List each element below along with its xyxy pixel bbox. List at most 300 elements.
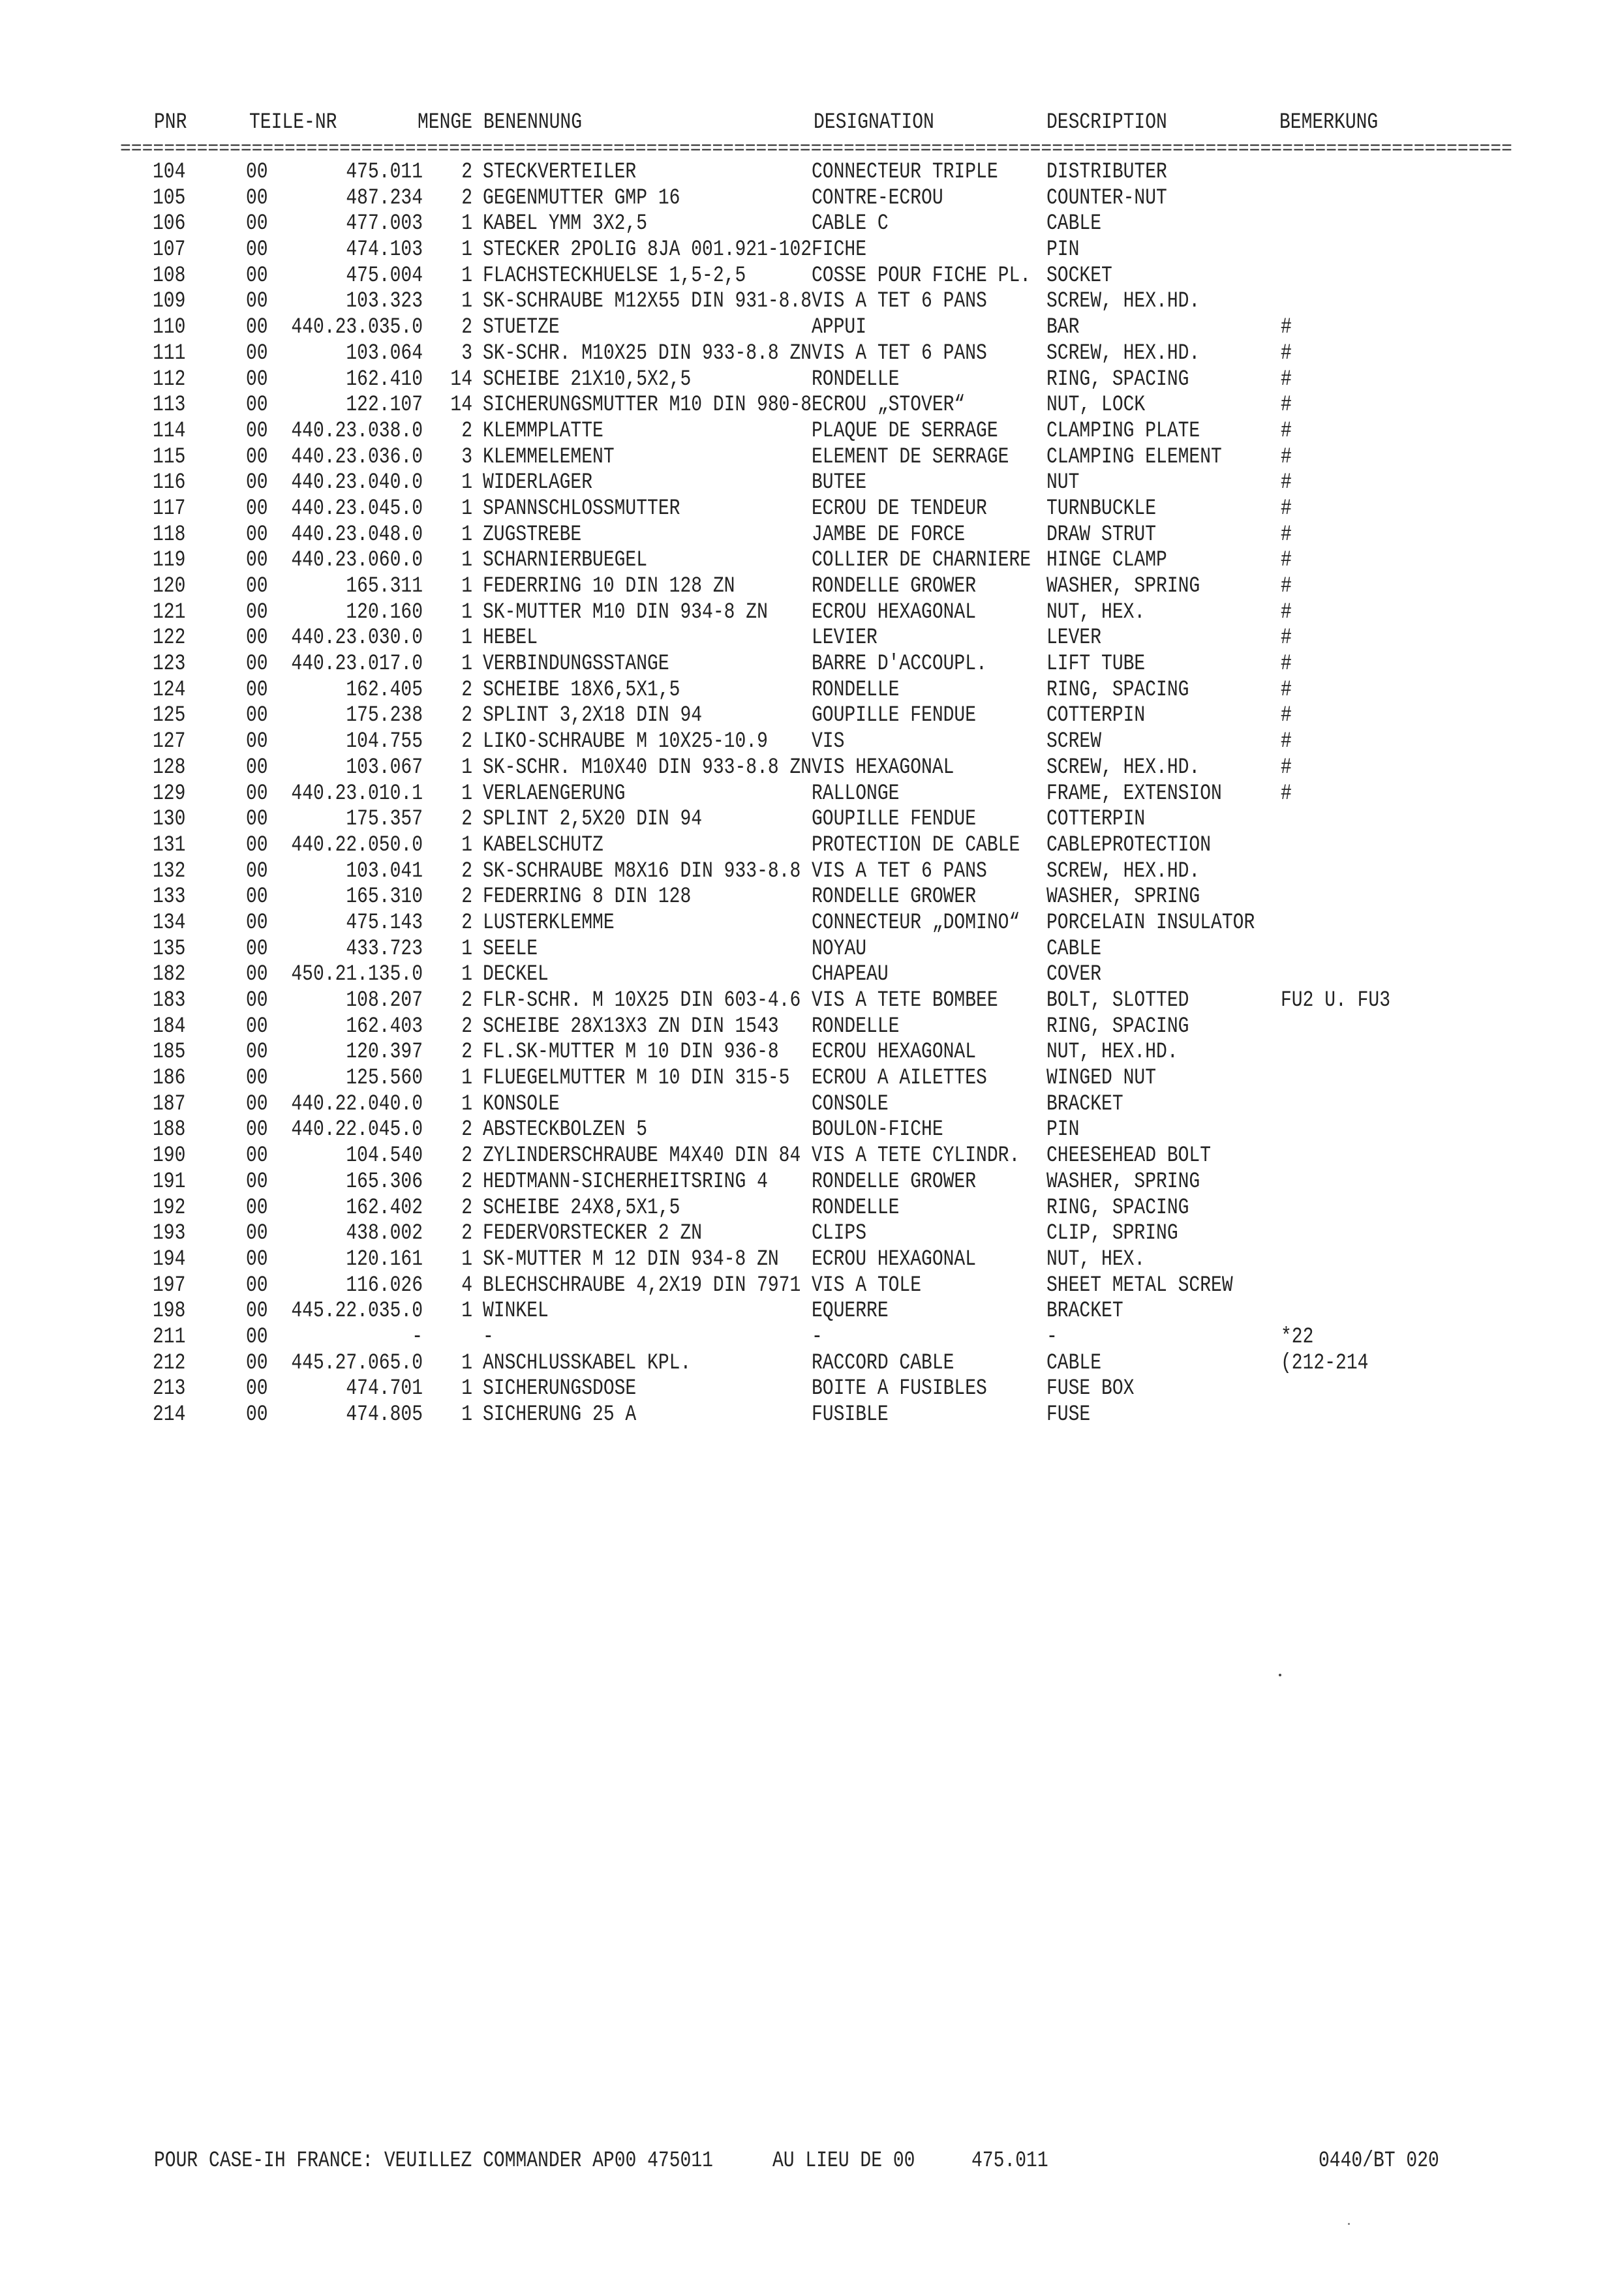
name-de-cell: BLECHSCHRAUBE 4,2X19 DIN 7971 — [483, 1273, 801, 1298]
designation-fr-cell: BARRE D'ACCOUPL. — [812, 652, 987, 676]
variant-cell: 00 — [246, 1402, 268, 1427]
part-number-cell: 475.004 — [346, 263, 423, 288]
pnr-cell: 109 — [153, 289, 186, 314]
quantity-cell: 2 — [461, 1014, 472, 1039]
designation-fr-cell: VIS A TET 6 PANS — [812, 289, 987, 314]
pnr-cell: 121 — [153, 599, 186, 625]
description-en-cell: COTTERPIN — [1046, 807, 1146, 832]
part-number-cell: 477.003 — [346, 211, 423, 237]
table-row — [0, 652, 1618, 678]
pnr-cell: 187 — [153, 1091, 186, 1117]
part-number-cell: 440.23.017.0 — [291, 652, 423, 676]
variant-cell: 00 — [246, 962, 268, 988]
remark-cell: FU2 U. FU3 — [1281, 988, 1391, 1013]
remark-cell: # — [1281, 729, 1292, 755]
description-en-cell: COTTERPIN — [1046, 703, 1146, 729]
table-row — [0, 1325, 1618, 1351]
pnr-cell: 112 — [153, 367, 186, 392]
quantity-cell: 1 — [461, 962, 472, 988]
designation-fr-cell: JAMBE DE FORCE — [812, 522, 966, 547]
name-de-cell: SICHERUNGSDOSE — [483, 1376, 637, 1402]
quantity-cell: 2 — [461, 858, 472, 884]
designation-fr-cell: - — [812, 1325, 823, 1350]
variant-cell: 00 — [246, 1040, 268, 1065]
part-number-cell: 175.357 — [346, 807, 423, 832]
pnr-cell: 128 — [153, 755, 186, 780]
quantity-cell: 1 — [461, 1091, 472, 1117]
quantity-cell: 1 — [461, 832, 472, 858]
variant-cell: 00 — [246, 677, 268, 702]
description-en-cell: COUNTER-NUT — [1046, 185, 1167, 211]
variant-cell: 00 — [246, 1350, 268, 1376]
name-de-cell: SK-MUTTER M 12 DIN 934-8 ZN — [483, 1246, 779, 1272]
variant-cell: 00 — [246, 1091, 268, 1117]
designation-fr-cell: CLIPS — [812, 1221, 867, 1246]
designation-fr-cell: FICHE — [812, 237, 867, 262]
table-row — [0, 937, 1618, 963]
remark-cell: # — [1281, 652, 1292, 676]
table-row — [0, 703, 1618, 729]
table-row — [0, 1402, 1618, 1428]
name-de-cell: KLEMMPLATTE — [483, 418, 603, 444]
table-row — [0, 1299, 1618, 1325]
description-en-cell: TURNBUCKLE — [1046, 496, 1157, 521]
remark-cell: # — [1281, 703, 1292, 729]
table-row — [0, 341, 1618, 367]
pnr-cell: 122 — [153, 626, 186, 651]
pnr-cell: 119 — [153, 548, 186, 573]
quantity-cell: 2 — [461, 1117, 472, 1143]
quantity-cell: 1 — [461, 936, 472, 961]
description-en-cell: FUSE BOX — [1046, 1376, 1135, 1402]
variant-cell: 00 — [246, 367, 268, 392]
quantity-cell: 1 — [461, 289, 472, 314]
header-description: DESCRIPTION — [1046, 110, 1167, 135]
table-row — [0, 1196, 1618, 1222]
remark-cell: # — [1281, 470, 1292, 496]
designation-fr-cell: ECROU HEXAGONAL — [812, 1040, 977, 1065]
designation-fr-cell: BUTEE — [812, 470, 867, 496]
description-en-cell: RING, SPACING — [1046, 367, 1189, 392]
variant-cell: 00 — [246, 1066, 268, 1091]
variant-cell: 00 — [246, 1376, 268, 1402]
name-de-cell: SCHEIBE 24X8,5X1,5 — [483, 1195, 680, 1220]
name-de-cell: GEGENMUTTER GMP 16 — [483, 185, 680, 211]
quantity-cell: 1 — [461, 237, 472, 262]
part-number-cell: 440.22.050.0 — [291, 832, 423, 858]
pnr-cell: 105 — [153, 185, 186, 211]
quantity-cell: 1 — [461, 548, 472, 573]
table-row — [0, 833, 1618, 859]
description-en-cell: WINGED NUT — [1046, 1066, 1157, 1091]
pnr-cell: 192 — [153, 1195, 186, 1220]
pnr-cell: 123 — [153, 652, 186, 676]
variant-cell: 00 — [246, 1195, 268, 1220]
description-en-cell: LEVER — [1046, 626, 1102, 651]
name-de-cell: SCHEIBE 21X10,5X2,5 — [483, 367, 692, 392]
description-en-cell: HINGE CLAMP — [1046, 548, 1167, 573]
designation-fr-cell: GOUPILLE FENDUE — [812, 807, 977, 832]
table-row — [0, 600, 1618, 626]
part-number-cell: 440.22.040.0 — [291, 1091, 423, 1117]
remark-cell: # — [1281, 548, 1292, 573]
description-en-cell: PIN — [1046, 1117, 1080, 1143]
variant-cell: 00 — [246, 211, 268, 237]
description-en-cell: BOLT, SLOTTED — [1046, 988, 1189, 1013]
part-number-cell: 440.23.045.0 — [291, 496, 423, 521]
name-de-cell: ABSTECKBOLZEN 5 — [483, 1117, 648, 1143]
part-number-cell: 122.107 — [346, 393, 423, 418]
name-de-cell: SPLINT 2,5X20 DIN 94 — [483, 807, 703, 832]
variant-cell: 00 — [246, 652, 268, 676]
variant-cell: 00 — [246, 522, 268, 547]
pnr-cell: 118 — [153, 522, 186, 547]
designation-fr-cell: CONNECTEUR TRIPLE — [812, 160, 998, 185]
part-number-cell: 440.23.040.0 — [291, 470, 423, 496]
part-number-cell: - — [412, 1325, 423, 1350]
footer-old-part-number: 475.011 — [971, 2149, 1048, 2173]
designation-fr-cell: COSSE POUR FICHE PL. — [812, 263, 1031, 288]
description-en-cell: BAR — [1046, 315, 1080, 340]
quantity-cell: 2 — [461, 418, 472, 444]
designation-fr-cell: NOYAU — [812, 936, 867, 961]
part-number-cell: 162.410 — [346, 367, 423, 392]
header-designation: DESIGNATION — [814, 110, 934, 135]
designation-fr-cell: ELEMENT DE SERRAGE — [812, 444, 1009, 470]
quantity-cell: 2 — [461, 677, 472, 702]
designation-fr-cell: LEVIER — [812, 626, 878, 651]
part-number-cell: 440.23.060.0 — [291, 548, 423, 573]
header-separator: =============================================================================================================================== — [120, 139, 1512, 159]
variant-cell: 00 — [246, 574, 268, 599]
designation-fr-cell: ECROU „STOVER“ — [812, 393, 966, 418]
table-row — [0, 1376, 1618, 1402]
description-en-cell: DRAW STRUT — [1046, 522, 1157, 547]
designation-fr-cell: VIS A TET 6 PANS — [812, 858, 987, 884]
designation-fr-cell: GOUPILLE FENDUE — [812, 703, 977, 729]
table-header — [0, 110, 1618, 136]
table-row — [0, 548, 1618, 574]
variant-cell: 00 — [246, 444, 268, 470]
remark-cell: # — [1281, 340, 1292, 366]
part-number-cell: 440.22.045.0 — [291, 1117, 423, 1143]
description-en-cell: WASHER, SPRING — [1046, 1169, 1200, 1194]
description-en-cell: SCREW, HEX.HD. — [1046, 340, 1200, 366]
designation-fr-cell: RONDELLE — [812, 1014, 900, 1039]
name-de-cell: WINKEL — [483, 1299, 549, 1324]
table-row — [0, 1273, 1618, 1299]
variant-cell: 00 — [246, 548, 268, 573]
table-row — [0, 678, 1618, 704]
table-row — [0, 1092, 1618, 1118]
quantity-cell: 1 — [461, 1402, 472, 1427]
designation-fr-cell: VIS A TET 6 PANS — [812, 340, 987, 366]
description-en-cell: SCREW, HEX.HD. — [1046, 858, 1200, 884]
pnr-cell: 108 — [153, 263, 186, 288]
remark-cell: # — [1281, 393, 1292, 418]
part-number-cell: 165.306 — [346, 1169, 423, 1194]
name-de-cell: SICHERUNGSMUTTER M10 DIN 980-8 — [483, 393, 812, 418]
name-de-cell: SK-SCHRAUBE M12X55 DIN 931-8.8 — [483, 289, 812, 314]
description-en-cell: CLAMPING PLATE — [1046, 418, 1200, 444]
table-row — [0, 729, 1618, 755]
part-number-cell: 162.405 — [346, 677, 423, 702]
table-row — [0, 470, 1618, 496]
part-number-cell: 125.560 — [346, 1066, 423, 1091]
designation-fr-cell: RONDELLE — [812, 1195, 900, 1220]
designation-fr-cell: RONDELLE GROWER — [812, 574, 977, 599]
part-number-cell: 475.143 — [346, 911, 423, 935]
table-row — [0, 1014, 1618, 1040]
pnr-cell: 125 — [153, 703, 186, 729]
variant-cell: 00 — [246, 832, 268, 858]
name-de-cell: STECKER 2POLIG 8JA 001.921-102 — [483, 237, 812, 262]
quantity-cell: 1 — [461, 470, 472, 496]
designation-fr-cell: VIS A TETE BOMBEE — [812, 988, 998, 1013]
description-en-cell: SOCKET — [1046, 263, 1112, 288]
footer-instead-of: AU LIEU DE 00 — [772, 2149, 915, 2173]
pnr-cell: 127 — [153, 729, 186, 755]
pnr-cell: 106 — [153, 211, 186, 237]
name-de-cell: KABELSCHUTZ — [483, 832, 603, 858]
designation-fr-cell: CHAPEAU — [812, 962, 889, 988]
designation-fr-cell: CONNECTEUR „DOMINO“ — [812, 911, 1020, 935]
quantity-cell: 2 — [461, 1143, 472, 1169]
part-number-cell: 440.23.048.0 — [291, 522, 423, 547]
description-en-cell: DISTRIBUTER — [1046, 160, 1167, 185]
description-en-cell: SCREW — [1046, 729, 1102, 755]
description-en-cell: WASHER, SPRING — [1046, 574, 1200, 599]
quantity-cell: 14 — [450, 393, 472, 418]
designation-fr-cell: COLLIER DE CHARNIERE — [812, 548, 1031, 573]
designation-fr-cell: EQUERRE — [812, 1299, 889, 1324]
designation-fr-cell: RONDELLE — [812, 367, 900, 392]
name-de-cell: DECKEL — [483, 962, 549, 988]
quantity-cell: 3 — [461, 444, 472, 470]
name-de-cell: FLACHSTECKHUELSE 1,5-2,5 — [483, 263, 746, 288]
part-number-cell: 487.234 — [346, 185, 423, 211]
quantity-cell: 1 — [461, 522, 472, 547]
variant-cell: 00 — [246, 393, 268, 418]
quantity-cell: 2 — [461, 884, 472, 910]
table-row — [0, 1040, 1618, 1066]
pnr-cell: 129 — [153, 781, 186, 806]
quantity-cell: 2 — [461, 807, 472, 832]
description-en-cell: RING, SPACING — [1046, 1195, 1189, 1220]
part-number-cell: 474.103 — [346, 237, 423, 262]
description-en-cell: NUT, HEX. — [1046, 599, 1146, 625]
variant-cell: 00 — [246, 1246, 268, 1272]
description-en-cell: SHEET METAL SCREW — [1046, 1273, 1233, 1298]
pnr-cell: 188 — [153, 1117, 186, 1143]
description-en-cell: CHEESEHEAD BOLT — [1046, 1143, 1212, 1169]
part-number-cell: 103.323 — [346, 289, 423, 314]
name-de-cell: ANSCHLUSSKABEL KPL. — [483, 1350, 692, 1376]
variant-cell: 00 — [246, 289, 268, 314]
part-number-cell: 103.041 — [346, 858, 423, 884]
quantity-cell: 2 — [461, 315, 472, 340]
part-number-cell: 440.23.035.0 — [291, 315, 423, 340]
quantity-cell: 2 — [461, 988, 472, 1013]
variant-cell: 00 — [246, 1299, 268, 1324]
designation-fr-cell: ECROU DE TENDEUR — [812, 496, 987, 521]
description-en-cell: WASHER, SPRING — [1046, 884, 1200, 910]
name-de-cell: STUETZE — [483, 315, 560, 340]
quantity-cell: 2 — [461, 729, 472, 755]
pnr-cell: 197 — [153, 1273, 186, 1298]
page-footer — [0, 2149, 1618, 2175]
description-en-cell: NUT, HEX.HD. — [1046, 1040, 1178, 1065]
variant-cell: 00 — [246, 1221, 268, 1246]
variant-cell: 00 — [246, 911, 268, 935]
description-en-cell: NUT, LOCK — [1046, 393, 1146, 418]
part-number-cell: 108.207 — [346, 988, 423, 1013]
pnr-cell: 194 — [153, 1246, 186, 1272]
part-number-cell: 440.23.036.0 — [291, 444, 423, 470]
pnr-cell: 116 — [153, 470, 186, 496]
name-de-cell: FEDERVORSTECKER 2 ZN — [483, 1221, 703, 1246]
name-de-cell: FLR-SCHR. M 10X25 DIN 603-4.6 — [483, 988, 801, 1013]
part-number-cell: 162.403 — [346, 1014, 423, 1039]
part-number-cell: 445.22.035.0 — [291, 1299, 423, 1324]
name-de-cell: SCHARNIERBUEGEL — [483, 548, 648, 573]
variant-cell: 00 — [246, 160, 268, 185]
footer-document-ref: 0440/BT 020 — [1319, 2149, 1439, 2173]
footer-order-note: POUR CASE-IH FRANCE: VEUILLEZ COMMANDER AP00 475011 — [154, 2149, 713, 2173]
quantity-cell: 1 — [461, 1376, 472, 1402]
description-en-cell: RING, SPACING — [1046, 1014, 1189, 1039]
designation-fr-cell: BOULON-FICHE — [812, 1117, 943, 1143]
header-quantity-name: MENGE BENENNUNG — [418, 110, 583, 135]
table-row — [0, 160, 1618, 186]
quantity-cell: 1 — [461, 211, 472, 237]
pnr-cell: 117 — [153, 496, 186, 521]
pnr-cell: 191 — [153, 1169, 186, 1194]
header-part-number: TEILE-NR — [249, 110, 337, 135]
part-number-cell: 104.540 — [346, 1143, 423, 1169]
remark-cell: # — [1281, 367, 1292, 392]
pnr-cell: 182 — [153, 962, 186, 988]
quantity-cell: 1 — [461, 599, 472, 625]
table-row — [0, 1143, 1618, 1170]
variant-cell: 00 — [246, 807, 268, 832]
variant-cell: 00 — [246, 1117, 268, 1143]
part-number-cell: 104.755 — [346, 729, 423, 755]
part-number-cell: 120.160 — [346, 599, 423, 625]
quantity-cell: 1 — [461, 496, 472, 521]
variant-cell: 00 — [246, 626, 268, 651]
description-en-cell: SCREW, HEX.HD. — [1046, 289, 1200, 314]
table-row — [0, 1170, 1618, 1196]
table-row — [0, 626, 1618, 652]
quantity-cell: 1 — [461, 626, 472, 651]
part-number-cell: 475.011 — [346, 160, 423, 185]
pnr-cell: 214 — [153, 1402, 186, 1427]
table-row — [0, 1221, 1618, 1247]
name-de-cell: FEDERRING 10 DIN 128 ZN — [483, 574, 735, 599]
variant-cell: 00 — [246, 418, 268, 444]
pnr-cell: 107 — [153, 237, 186, 262]
table-row — [0, 393, 1618, 419]
quantity-cell: 1 — [461, 755, 472, 780]
description-en-cell: NUT, HEX. — [1046, 1246, 1146, 1272]
quantity-cell: 2 — [461, 1221, 472, 1246]
description-en-cell: BRACKET — [1046, 1299, 1123, 1324]
quantity-cell: 1 — [461, 652, 472, 676]
remark-cell: # — [1281, 626, 1292, 651]
pnr-cell: 135 — [153, 936, 186, 961]
pnr-cell: 130 — [153, 807, 186, 832]
variant-cell: 00 — [246, 1169, 268, 1194]
quantity-cell: 4 — [461, 1273, 472, 1298]
description-en-cell: SCREW, HEX.HD. — [1046, 755, 1200, 780]
name-de-cell: SK-MUTTER M10 DIN 934-8 ZN — [483, 599, 768, 625]
name-de-cell: KLEMMELEMENT — [483, 444, 615, 470]
pnr-cell: 198 — [153, 1299, 186, 1324]
part-number-cell: 175.238 — [346, 703, 423, 729]
designation-fr-cell: RACCORD CABLE — [812, 1350, 954, 1376]
pnr-cell: 185 — [153, 1040, 186, 1065]
quantity-cell: 1 — [461, 574, 472, 599]
part-number-cell: 433.723 — [346, 936, 423, 961]
scan-speck — [1348, 2223, 1350, 2225]
part-number-cell: 103.064 — [346, 340, 423, 366]
table-row — [0, 911, 1618, 937]
table-row — [0, 859, 1618, 885]
part-number-cell: 440.23.038.0 — [291, 418, 423, 444]
variant-cell: 00 — [246, 263, 268, 288]
remark-cell: # — [1281, 444, 1292, 470]
description-en-cell: RING, SPACING — [1046, 677, 1189, 702]
name-de-cell: STECKVERTEILER — [483, 160, 637, 185]
designation-fr-cell: VIS A TETE CYLINDR. — [812, 1143, 1020, 1169]
description-en-cell: PIN — [1046, 237, 1080, 262]
designation-fr-cell: ECROU HEXAGONAL — [812, 1246, 977, 1272]
table-row — [0, 1117, 1618, 1143]
variant-cell: 00 — [246, 755, 268, 780]
remark-cell: # — [1281, 781, 1292, 806]
name-de-cell: KONSOLE — [483, 1091, 560, 1117]
quantity-cell: 2 — [461, 911, 472, 935]
variant-cell: 00 — [246, 1273, 268, 1298]
pnr-cell: 115 — [153, 444, 186, 470]
name-de-cell: ZYLINDERSCHRAUBE M4X40 DIN 84 — [483, 1143, 801, 1169]
quantity-cell: 1 — [461, 1299, 472, 1324]
pnr-cell: 132 — [153, 858, 186, 884]
header-pnr: PNR — [154, 110, 187, 135]
designation-fr-cell: VIS — [812, 729, 845, 755]
variant-cell: 00 — [246, 1143, 268, 1169]
table-row — [0, 1066, 1618, 1092]
table-row — [0, 211, 1618, 237]
remark-cell: (212-214 — [1281, 1350, 1369, 1376]
name-de-cell: KABEL YMM 3X2,5 — [483, 211, 648, 237]
variant-cell: 00 — [246, 781, 268, 806]
name-de-cell: FLUEGELMUTTER M 10 DIN 315-5 — [483, 1066, 790, 1091]
designation-fr-cell: ECROU A AILETTES — [812, 1066, 987, 1091]
remark-cell: # — [1281, 574, 1292, 599]
name-de-cell: LUSTERKLEMME — [483, 911, 615, 935]
designation-fr-cell: BOITE A FUSIBLES — [812, 1376, 987, 1402]
remark-cell: # — [1281, 677, 1292, 702]
description-en-cell: CABLEPROTECTION — [1046, 832, 1212, 858]
description-en-cell: BRACKET — [1046, 1091, 1123, 1117]
name-de-cell: SK-SCHRAUBE M8X16 DIN 933-8.8 — [483, 858, 801, 884]
description-en-cell: CLAMPING ELEMENT — [1046, 444, 1222, 470]
variant-cell: 00 — [246, 315, 268, 340]
name-de-cell: HEDTMANN-SICHERHEITSRING 4 — [483, 1169, 768, 1194]
part-number-cell: 162.402 — [346, 1195, 423, 1220]
